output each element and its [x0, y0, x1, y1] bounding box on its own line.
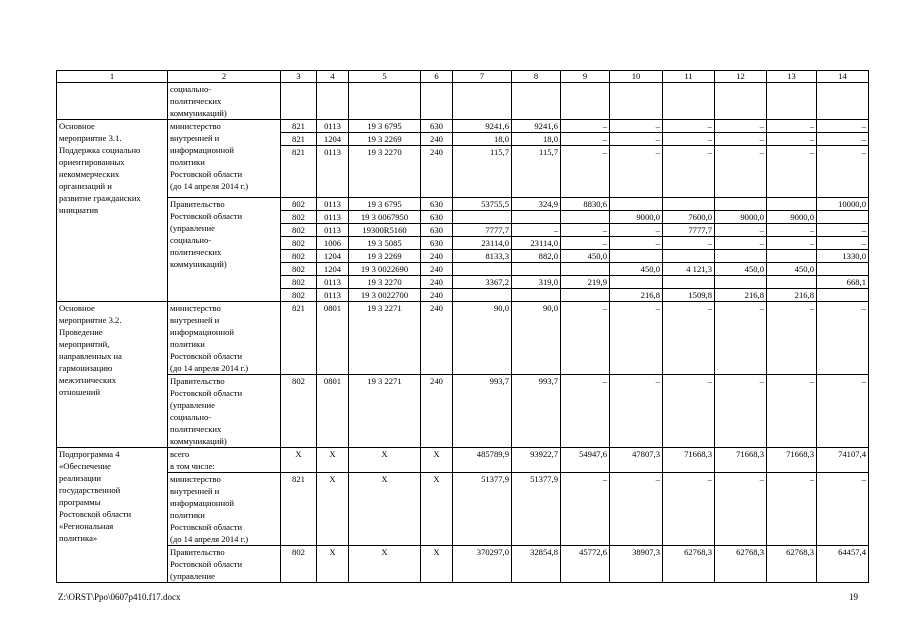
value-cell: 324,9: [512, 198, 561, 211]
value-cell: –: [663, 237, 715, 250]
value-cell: 802: [281, 289, 317, 302]
value-cell: –: [610, 146, 663, 198]
value-cell: 90,0: [453, 302, 512, 375]
value-cell: –: [715, 146, 767, 198]
value-cell: [453, 263, 512, 276]
value-cell: 9000,0: [767, 211, 817, 224]
table-row: [57, 448, 869, 473]
value-cell: –: [610, 375, 663, 448]
column-header: 5: [349, 71, 421, 83]
value-cell: –: [715, 302, 767, 375]
value-cell: [317, 83, 349, 120]
value-cell: 802: [281, 237, 317, 250]
value-cell: 630: [421, 211, 453, 224]
value-cell: Х: [349, 546, 421, 583]
value-cell: [561, 263, 610, 276]
value-cell: Х: [349, 448, 421, 473]
executor-cell: министерство внутренней и информационной политики Ростовской области (до 14 апреля 2014 г.): [168, 302, 281, 375]
value-cell: 7600,0: [663, 211, 715, 224]
column-header: 12: [715, 71, 767, 83]
value-cell: Х: [317, 546, 349, 583]
value-cell: [512, 289, 561, 302]
value-cell: [817, 289, 869, 302]
value-cell: –: [767, 302, 817, 375]
value-cell: 802: [281, 198, 317, 211]
value-cell: 19 3 6795: [349, 120, 421, 133]
value-cell: 19 3 0067950: [349, 211, 421, 224]
value-cell: –: [715, 224, 767, 237]
value-cell: 8133,3: [453, 250, 512, 263]
value-cell: –: [715, 237, 767, 250]
value-cell: –: [767, 473, 817, 546]
value-cell: –: [767, 375, 817, 448]
value-cell: 51377,9: [453, 473, 512, 546]
executor-cell: Правительство Ростовской области (управление социально- политических коммуникаций): [168, 375, 281, 448]
value-cell: 19 3 2270: [349, 276, 421, 289]
value-cell: –: [610, 133, 663, 146]
column-header: 8: [512, 71, 561, 83]
value-cell: Х: [349, 473, 421, 546]
value-cell: –: [767, 146, 817, 198]
value-cell: 802: [281, 211, 317, 224]
column-header: 7: [453, 71, 512, 83]
value-cell: 32854,8: [512, 546, 561, 583]
table-row: [57, 83, 869, 120]
value-cell: 62768,3: [663, 546, 715, 583]
value-cell: 0113: [317, 289, 349, 302]
value-cell: –: [715, 133, 767, 146]
value-cell: –: [561, 237, 610, 250]
value-cell: 90,0: [512, 302, 561, 375]
value-cell: 71668,3: [715, 448, 767, 473]
value-cell: 319,0: [512, 276, 561, 289]
value-cell: 240: [421, 146, 453, 198]
value-cell: [610, 250, 663, 263]
value-cell: –: [561, 375, 610, 448]
value-cell: 93922,7: [512, 448, 561, 473]
value-cell: [453, 83, 512, 120]
value-cell: 0113: [317, 224, 349, 237]
value-cell: 18,0: [453, 133, 512, 146]
value-cell: Х: [421, 448, 453, 473]
value-cell: 19 3 2270: [349, 146, 421, 198]
value-cell: –: [561, 120, 610, 133]
value-cell: –: [663, 375, 715, 448]
value-cell: –: [817, 302, 869, 375]
value-cell: 0113: [317, 198, 349, 211]
value-cell: 240: [421, 289, 453, 302]
value-cell: [663, 276, 715, 289]
value-cell: [663, 250, 715, 263]
value-cell: 19 3 2271: [349, 375, 421, 448]
value-cell: 19 3 0022700: [349, 289, 421, 302]
value-cell: Х: [421, 473, 453, 546]
value-cell: [715, 83, 767, 120]
row-title: Основное мероприятие 3.1. Поддержка социально ориентированных некоммерческих организаций и развитие гражданских инициатив: [57, 120, 168, 302]
value-cell: 993,7: [453, 375, 512, 448]
value-cell: –: [817, 473, 869, 546]
value-cell: 802: [281, 224, 317, 237]
value-cell: 450,0: [610, 263, 663, 276]
value-cell: [349, 83, 421, 120]
column-header: 14: [817, 71, 869, 83]
value-cell: 485789,9: [453, 448, 512, 473]
value-cell: [421, 83, 453, 120]
value-cell: [715, 198, 767, 211]
value-cell: 74107,4: [817, 448, 869, 473]
value-cell: 7777,7: [663, 224, 715, 237]
value-cell: [512, 211, 561, 224]
column-header: 9: [561, 71, 610, 83]
value-cell: –: [610, 120, 663, 133]
value-cell: 240: [421, 375, 453, 448]
value-cell: –: [561, 133, 610, 146]
value-cell: 19 3 2271: [349, 302, 421, 375]
value-cell: –: [561, 473, 610, 546]
value-cell: 450,0: [767, 263, 817, 276]
column-header: 10: [610, 71, 663, 83]
value-cell: Х: [421, 546, 453, 583]
page-number: 19: [849, 592, 858, 602]
value-cell: 802: [281, 263, 317, 276]
file-path: Z:\ORST\Ppo\0607p410.f17.docx: [58, 592, 181, 602]
value-cell: 240: [421, 302, 453, 375]
value-cell: 216,8: [715, 289, 767, 302]
value-cell: 821: [281, 146, 317, 198]
value-cell: –: [715, 473, 767, 546]
executor-cell: министерство внутренней и информационной политики Ростовской области (до 14 апреля 2014 г.): [168, 473, 281, 546]
value-cell: [453, 289, 512, 302]
value-cell: 115,7: [453, 146, 512, 198]
value-cell: 7777,7: [453, 224, 512, 237]
value-cell: –: [561, 302, 610, 375]
value-cell: 1330,0: [817, 250, 869, 263]
value-cell: 882,0: [512, 250, 561, 263]
executor-cell: социально- политических коммуникаций): [168, 83, 281, 120]
value-cell: 240: [421, 263, 453, 276]
value-cell: Х: [317, 473, 349, 546]
value-cell: 51377,9: [512, 473, 561, 546]
value-cell: 240: [421, 133, 453, 146]
value-cell: 23114,0: [453, 237, 512, 250]
value-cell: –: [512, 224, 561, 237]
value-cell: 8830,6: [561, 198, 610, 211]
value-cell: 450,0: [561, 250, 610, 263]
value-cell: [561, 83, 610, 120]
value-cell: 62768,3: [715, 546, 767, 583]
value-cell: [817, 211, 869, 224]
value-cell: –: [663, 120, 715, 133]
row-title: Основное мероприятие 3.2. Проведение мероприятий, направленных на гармонизацию межэтнических отношений: [57, 302, 168, 448]
value-cell: 0113: [317, 146, 349, 198]
value-cell: 9241,6: [453, 120, 512, 133]
value-cell: 18,0: [512, 133, 561, 146]
value-cell: 19 3 6795: [349, 198, 421, 211]
value-cell: 630: [421, 237, 453, 250]
value-cell: [561, 289, 610, 302]
value-cell: –: [817, 146, 869, 198]
value-cell: [715, 250, 767, 263]
executor-cell: всего в том числе:: [168, 448, 281, 473]
table-row: [57, 546, 869, 583]
value-cell: 23114,0: [512, 237, 561, 250]
value-cell: [610, 83, 663, 120]
value-cell: –: [610, 237, 663, 250]
value-cell: 0113: [317, 211, 349, 224]
value-cell: [610, 198, 663, 211]
table-row: [57, 120, 869, 133]
value-cell: –: [610, 302, 663, 375]
value-cell: –: [767, 133, 817, 146]
value-cell: 802: [281, 546, 317, 583]
value-cell: 71668,3: [767, 448, 817, 473]
value-cell: –: [663, 146, 715, 198]
value-cell: 630: [421, 198, 453, 211]
column-header: 4: [317, 71, 349, 83]
value-cell: –: [817, 120, 869, 133]
value-cell: 821: [281, 473, 317, 546]
value-cell: 1509,8: [663, 289, 715, 302]
value-cell: –: [817, 237, 869, 250]
value-cell: 216,8: [610, 289, 663, 302]
value-cell: 0113: [317, 276, 349, 289]
value-cell: –: [561, 224, 610, 237]
value-cell: 19300R5160: [349, 224, 421, 237]
column-header: 11: [663, 71, 715, 83]
value-cell: 1006: [317, 237, 349, 250]
value-cell: 821: [281, 120, 317, 133]
value-cell: [715, 276, 767, 289]
table-row: [57, 302, 869, 375]
value-cell: –: [663, 302, 715, 375]
value-cell: [561, 211, 610, 224]
value-cell: [453, 211, 512, 224]
value-cell: 630: [421, 120, 453, 133]
value-cell: [512, 83, 561, 120]
value-cell: 1204: [317, 263, 349, 276]
value-cell: –: [610, 224, 663, 237]
value-cell: 1204: [317, 250, 349, 263]
value-cell: 9000,0: [610, 211, 663, 224]
value-cell: [767, 276, 817, 289]
value-cell: 240: [421, 250, 453, 263]
value-cell: 0801: [317, 302, 349, 375]
value-cell: [767, 83, 817, 120]
value-cell: –: [610, 473, 663, 546]
value-cell: 19 3 2269: [349, 250, 421, 263]
value-cell: 821: [281, 133, 317, 146]
budget-table: [56, 70, 869, 583]
executor-cell: Правительство Ростовской области (управление социально- политических коммуникаций): [168, 198, 281, 302]
table-row: [57, 473, 869, 546]
value-cell: 10000,0: [817, 198, 869, 211]
value-cell: –: [817, 133, 869, 146]
value-cell: [281, 83, 317, 120]
value-cell: [610, 276, 663, 289]
value-cell: –: [561, 146, 610, 198]
value-cell: 0113: [317, 120, 349, 133]
value-cell: 71668,3: [663, 448, 715, 473]
value-cell: 821: [281, 302, 317, 375]
value-cell: 0801: [317, 375, 349, 448]
value-cell: 216,8: [767, 289, 817, 302]
column-header: 6: [421, 71, 453, 83]
value-cell: [512, 263, 561, 276]
executor-cell: министерство внутренней и информационной политики Ростовской области (до 14 апреля 2014 г.): [168, 120, 281, 198]
value-cell: 64457,4: [817, 546, 869, 583]
value-cell: 45772,6: [561, 546, 610, 583]
value-cell: Х: [281, 448, 317, 473]
value-cell: 54947,6: [561, 448, 610, 473]
value-cell: 47807,3: [610, 448, 663, 473]
value-cell: 9000,0: [715, 211, 767, 224]
value-cell: 19 3 0022690: [349, 263, 421, 276]
row-title: Подпрограмма 4 «Обеспечение реализации государственной программы Ростовской области «Региональная политика»: [57, 448, 168, 583]
value-cell: 450,0: [715, 263, 767, 276]
value-cell: Х: [317, 448, 349, 473]
value-cell: 802: [281, 276, 317, 289]
value-cell: 62768,3: [767, 546, 817, 583]
value-cell: –: [715, 375, 767, 448]
value-cell: [663, 83, 715, 120]
value-cell: –: [767, 120, 817, 133]
value-cell: 240: [421, 276, 453, 289]
value-cell: –: [663, 133, 715, 146]
value-cell: –: [715, 120, 767, 133]
column-header: 13: [767, 71, 817, 83]
value-cell: [817, 263, 869, 276]
value-cell: 802: [281, 250, 317, 263]
value-cell: [767, 198, 817, 211]
column-header: 3: [281, 71, 317, 83]
column-header: 1: [57, 71, 168, 83]
value-cell: –: [767, 237, 817, 250]
value-cell: 38907,3: [610, 546, 663, 583]
value-cell: 19 3 2269: [349, 133, 421, 146]
value-cell: 802: [281, 375, 317, 448]
value-cell: 993,7: [512, 375, 561, 448]
value-cell: 53755,5: [453, 198, 512, 211]
value-cell: 1204: [317, 133, 349, 146]
value-cell: 219,9: [561, 276, 610, 289]
row-title: [57, 83, 168, 120]
value-cell: 668,1: [817, 276, 869, 289]
value-cell: 19 3 5085: [349, 237, 421, 250]
value-cell: 4 121,3: [663, 263, 715, 276]
value-cell: [817, 83, 869, 120]
value-cell: –: [817, 224, 869, 237]
table-row: [57, 375, 869, 448]
executor-cell: Правительство Ростовской области (управление: [168, 546, 281, 583]
value-cell: [767, 250, 817, 263]
column-header: 2: [168, 71, 281, 83]
value-cell: 3367,2: [453, 276, 512, 289]
value-cell: [663, 198, 715, 211]
value-cell: –: [767, 224, 817, 237]
value-cell: 630: [421, 224, 453, 237]
table-row: [57, 198, 869, 211]
value-cell: 9241,6: [512, 120, 561, 133]
header-row: [57, 71, 869, 83]
value-cell: 370297,0: [453, 546, 512, 583]
value-cell: 115,7: [512, 146, 561, 198]
value-cell: –: [817, 375, 869, 448]
value-cell: –: [663, 473, 715, 546]
